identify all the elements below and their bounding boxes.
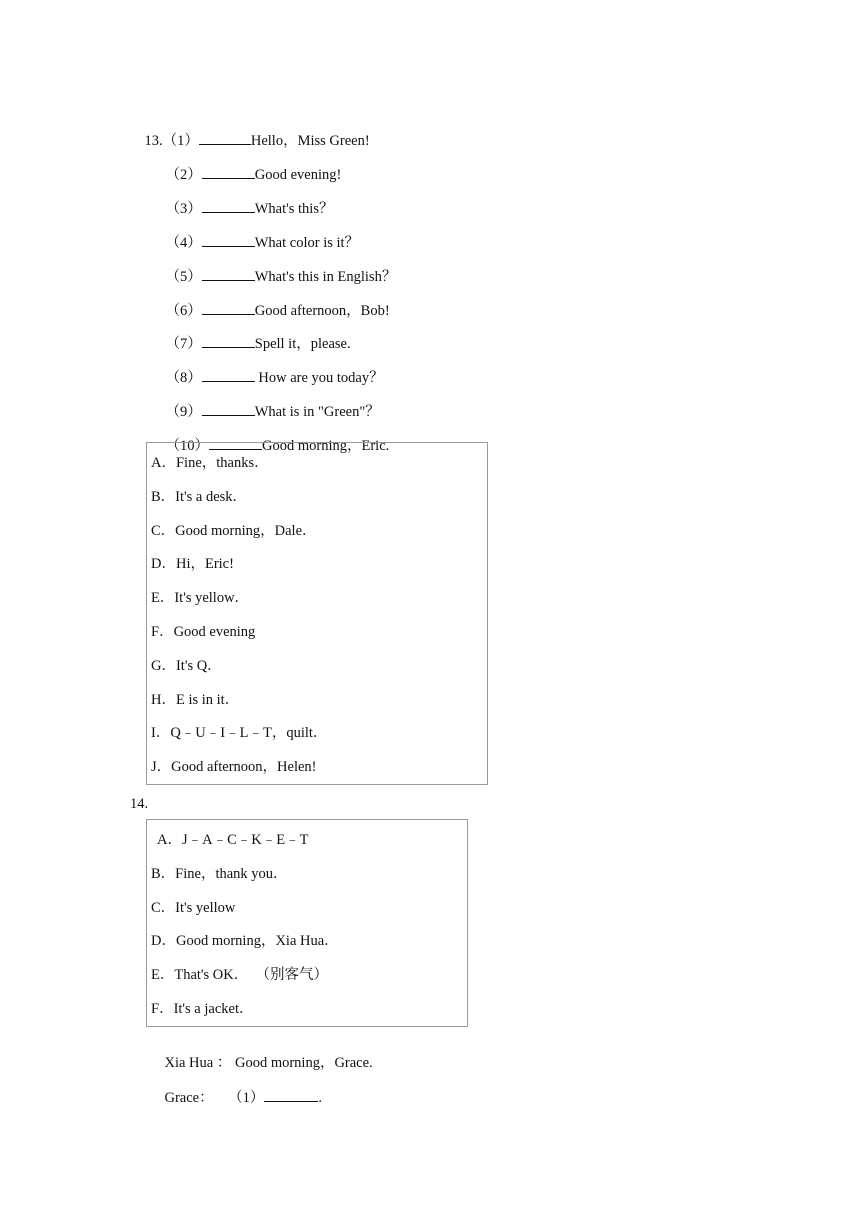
- option-a: A．J﹣A﹣C﹣K﹣E﹣T: [157, 832, 309, 848]
- q14-options-box: [146, 819, 468, 1027]
- option-e: E．It's yellow．: [151, 590, 250, 606]
- answer-blank[interactable]: [202, 199, 255, 213]
- answer-blank[interactable]: [202, 301, 255, 315]
- item-number: （4）: [165, 235, 202, 251]
- dialogue-line-2: [150, 1070, 322, 1125]
- item-text: Good afternoon，Bob!: [254, 303, 390, 319]
- option-d: D．Hi，Eric!: [151, 556, 234, 572]
- option-h: H．E is in it．: [151, 692, 240, 708]
- line-end: .: [318, 1090, 322, 1106]
- option-c: C．Good morning，Dale．: [151, 523, 317, 539]
- speaker: Grace：: [164, 1090, 214, 1106]
- item-text: What is in "Green"？: [254, 404, 380, 420]
- answer-blank[interactable]: [202, 334, 255, 348]
- answer-blank[interactable]: [202, 267, 255, 281]
- option-g: G．It's Q．: [151, 658, 222, 674]
- option-a: A．Fine，thanks．: [151, 455, 269, 471]
- item-text: Good morning，Eric.: [262, 438, 390, 454]
- option-i: I．Q﹣U﹣I﹣L﹣T，quilt．: [151, 725, 328, 741]
- answer-blank[interactable]: [264, 1088, 318, 1102]
- item-text: Good evening!: [254, 167, 342, 183]
- line-text: Good morning，Grace.: [234, 1055, 373, 1071]
- item-text: Spell it，please.: [254, 336, 351, 352]
- option-d: D．Good morning，Xia Hua．: [151, 933, 339, 949]
- option-f: F．It's a jacket．: [151, 1001, 254, 1017]
- item-number: （10）: [165, 438, 209, 454]
- item-text: What color is it？: [254, 235, 360, 251]
- item-text: What's this in English？: [254, 269, 397, 285]
- speaker: Xia Hua ：: [164, 1055, 232, 1071]
- option-j: J．Good afternoon，Helen!: [151, 759, 317, 775]
- q13-number: 13.: [144, 133, 163, 149]
- item-text: What's this？: [254, 201, 334, 217]
- answer-blank[interactable]: [202, 402, 255, 416]
- item-number: （1）: [228, 1090, 265, 1106]
- q14-number: 14.: [130, 796, 149, 812]
- item-number: （9）: [165, 404, 202, 420]
- item-number: （1）: [162, 133, 199, 149]
- option-c: C．It's yellow: [151, 900, 236, 916]
- answer-blank[interactable]: [199, 131, 251, 145]
- option-b: B．It's a desk．: [151, 489, 248, 505]
- answer-blank[interactable]: [202, 165, 255, 179]
- item-number: （8）: [165, 370, 202, 386]
- answer-blank[interactable]: [202, 368, 255, 382]
- answer-blank[interactable]: [202, 233, 255, 247]
- item-text: Hello，Miss Green!: [250, 133, 370, 149]
- item-text: How are you today？: [254, 370, 384, 386]
- item-number: （5）: [165, 269, 202, 285]
- option-f: F．Good evening: [151, 624, 256, 640]
- item-number: （6）: [165, 303, 202, 319]
- option-b: B．Fine，thank you．: [151, 866, 288, 882]
- option-e: E．That's OK． （别客气）: [151, 967, 329, 983]
- item-number: （2）: [165, 167, 202, 183]
- item-number: （3）: [165, 201, 202, 217]
- item-number: （7）: [165, 336, 202, 352]
